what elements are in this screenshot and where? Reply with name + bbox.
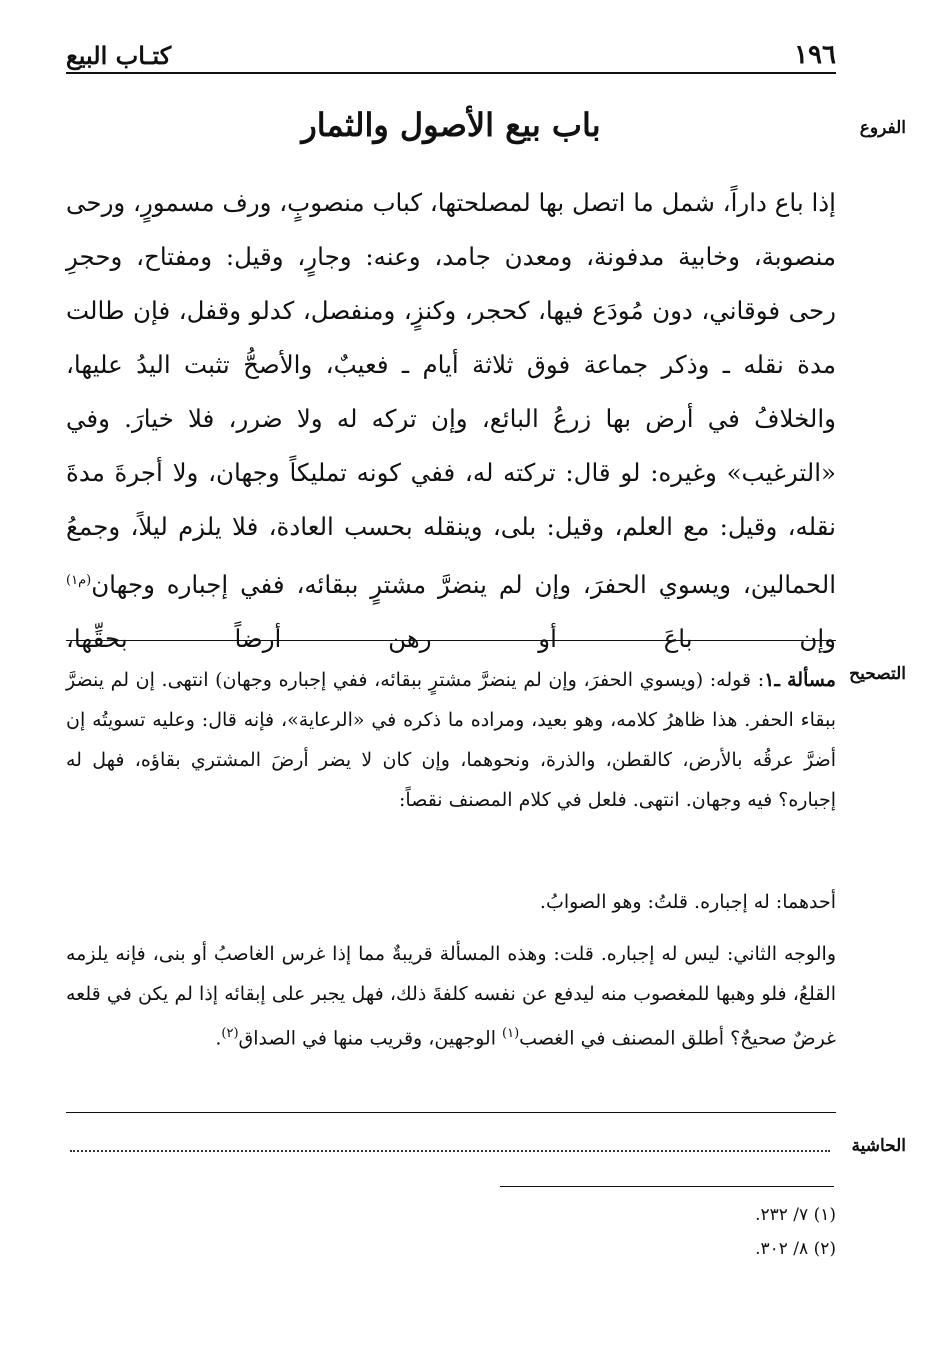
page-number: ١٩٦	[794, 40, 836, 70]
hashiya-dotted-line	[70, 1150, 830, 1152]
masala-label: مسألة ـ١	[764, 669, 836, 691]
footnote-2: (٢) ٨/ ٣٠٢.	[755, 1239, 836, 1259]
tashih-paragraph-2: أحدهما: له إجباره. قلتُ: وهو الصوابُ.	[539, 891, 836, 913]
book-title: كتـاب البيع	[66, 41, 172, 70]
reference-marker: (م١)	[66, 573, 92, 588]
tashih-p3-c: .	[215, 1027, 222, 1050]
footnote-rule	[500, 1186, 834, 1187]
tashih-paragraph-3	[66, 934, 836, 1058]
tashih-body: : قوله: (ويسوي الحفرَ، وإن لم ينضرَّ مشترٍ ببقائه، ففي إجباره وجهان) انتهى. إن لم ينضرَّ ببقاء الحفر. هذا ظاهرُ كلامه، وهو بعيد، ومراده ما ذكره في «الرعاية»، فإنه قال: وعليه تسويتُه إن أضرَّ عرقُه بالأرض، كالقطن، والذرة، ونحوهما، وإن كان لا يضر أرضَ المشتري بقاؤه، فهل له إجباره؟ فيه وجهان. انتهى. فلعل في كلام المصنف نقصاً:	[66, 669, 836, 811]
chapter-title: باب بيع الأصول والثمار	[301, 106, 601, 144]
tashih-p3-a: والوجه الثاني: ليس له إجباره. قلت: وهذه المسألة قريبةٌ مما إذا غرس الغاصبُ أو بنى، فإنه يلزمه القلعُ، فلو وهبها للمغصوب منه ليدفع عن نفسه كلفةَ ذلك، فهل يجبر على إبقائه إذا لم يكن في قلعه غرضٌ صحيحٌ؟ أطلق المصنف في الغصب	[66, 943, 836, 1050]
main-text-tail: وإن باعَ أو رهن أرضاً بحقِّها،	[66, 624, 836, 654]
running-header	[66, 30, 836, 70]
margin-label-furu: الفروع	[859, 118, 906, 138]
main-text-body: إذا باع داراً، شمل ما اتصل بها لمصلحتها، كباب منصوبٍ، ورف مسمورٍ، ورحى منصوبة، وخابية مدفونة، ومعدن جامد، وعنه: وجارٍ، وقيل: ومفتاح، وحجرِ رحى فوقاني، دون مُودَع فيها، كحجر، وكنزٍ، ومنفصل، كدلو وقفل، فإن طالت مدة نقله ـ وذكر جماعة فوق ثلاثة أيام ـ فعيبٌ، والأصحُّ تثبت اليدُ عليها، والخلافُ في أرض بها زرعُ البائع، وإن تركه له ولا ضرر، فلا خيارَ. وفي «الترغيب» وغيره: لو قال: تركته له، ففي كونه تمليكاً وجهان، ولا أجرةَ مدةَ نقله، وقيل: مع العلم، وقيل: بلى، وينقله بحسب العادة، فلا يلزم ليلاً، وجمعُ الحمالين، ويسوي الحفرَ، وإن لم ينضرَّ مشترٍ ببقائه، ففي إجباره وجهان	[66, 188, 836, 600]
section-divider	[66, 640, 836, 641]
section-divider	[66, 1112, 836, 1113]
footnote-1: (١) ٧/ ٢٣٢.	[755, 1205, 836, 1225]
tashih-paragraph-1	[66, 660, 836, 820]
margin-label-hashiya: الحاشية	[851, 1136, 906, 1156]
footnote-marker-2: (٢)	[221, 1026, 239, 1041]
header-rule	[66, 72, 836, 74]
main-text	[66, 176, 836, 666]
margin-label-tashih: التصحيح	[849, 664, 906, 684]
footnote-marker-1: (١)	[502, 1026, 520, 1041]
tashih-p3-b: الوجهين، وقريب منها في الصداق	[238, 1027, 503, 1050]
